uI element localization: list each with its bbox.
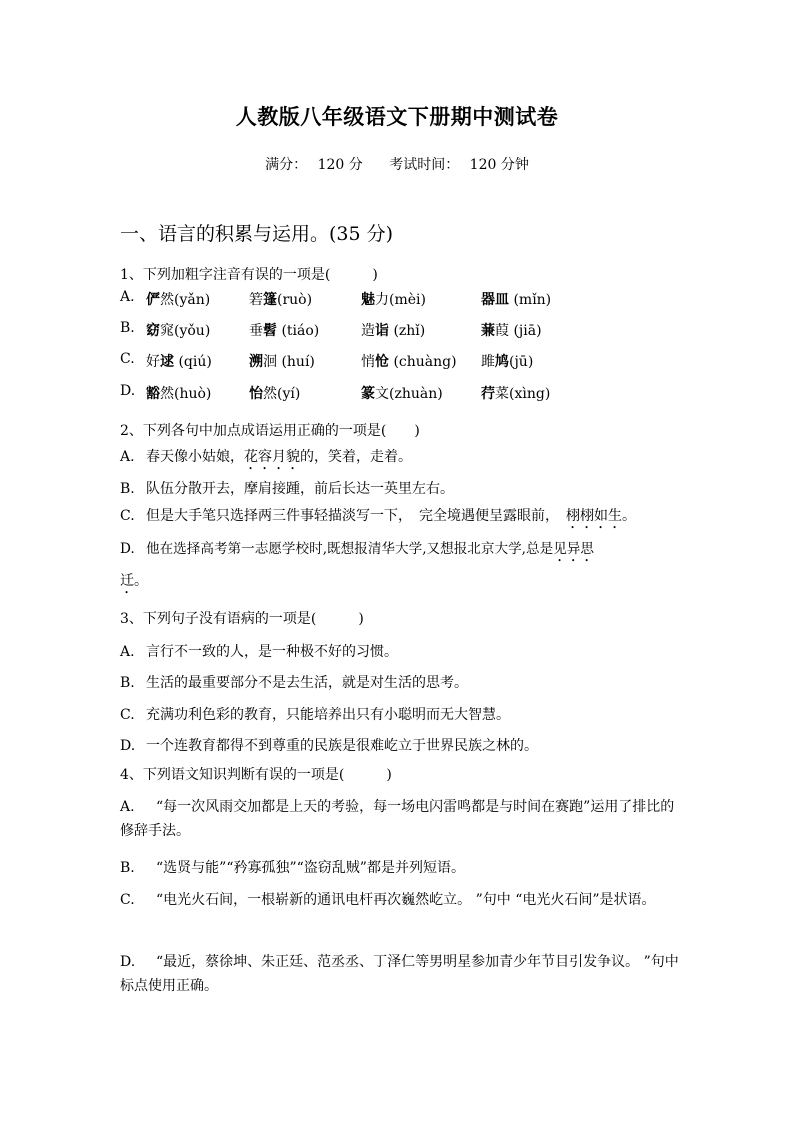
q2-option-d-cont: 迁。 <box>120 573 148 589</box>
q2-option-d: D. 他在选择高考第一志愿学校时,既想报清华大学,又想报北京大学,总是见异思 <box>120 541 594 557</box>
pinyin-item: 蒹葭 (jiā) <box>481 323 542 339</box>
score-label: 满分： <box>265 157 308 173</box>
pinyin-item: 器皿 (mǐn) <box>481 292 552 308</box>
pinyin-item: 垂髫 (tiáo) <box>249 323 320 339</box>
pinyin-item: 怡然(yí) <box>249 386 301 402</box>
q2-option-c: C. 但是大手笔只选择两三件事轻描淡写一下， 完全境遇便呈露眼前， 栩栩如生。 <box>120 508 636 524</box>
q3-option-a: A. 言行不一致的人，是一种极不好的习惯。 <box>120 644 398 660</box>
option-label: A. <box>120 289 135 305</box>
pinyin-item: 窈窕(yǒu) <box>146 323 211 339</box>
q4-option-a: A. “每一次风雨交加都是上天的考验，每一场电闪雷鸣都是与时间在赛跑”运用了排比的修辞手法。 <box>120 799 675 839</box>
time-label: 考试时间： <box>389 157 460 173</box>
pinyin-item: 荇菜(xìng) <box>481 386 551 402</box>
q4-option-b: B. “选贤与能”“矜寡孤独”“盗窃乱贼”都是并列短语。 <box>120 860 465 876</box>
pinyin-item: 造诣 (zhǐ) <box>361 323 426 339</box>
q3-option-d: D. 一个连教育都得不到尊重的民族是很难屹立于世界民族之林的。 <box>120 738 538 754</box>
dotted-idiom: 花容月貌 <box>244 449 300 465</box>
time-value: 120 分钟 <box>469 157 529 173</box>
q4-stem: 4、下列语文知识判断有误的一项是( ) <box>120 767 392 783</box>
pinyin-item: 箬篷(ruò) <box>249 292 313 308</box>
q1-stem: 1、下列加粗字注音有误的一项是( ) <box>120 267 378 283</box>
pinyin-item: 俨然(yǎn) <box>146 292 211 308</box>
pinyin-item: 篆文(zhuàn) <box>361 386 443 402</box>
option-label: C. <box>120 351 135 367</box>
time-info <box>389 157 529 173</box>
q2-option-a: A. 春天像小姑娘，花容月貌的，笑着，走着。 <box>120 449 412 465</box>
exam-meta <box>0 154 794 174</box>
q3-option-c: C. 充满功利色彩的教育，只能培养出只有小聪明而无大智慧。 <box>120 707 510 723</box>
pinyin-item: 好逑 (qiú) <box>146 354 212 370</box>
pinyin-item: 溯洄 (huí) <box>249 354 315 370</box>
option-label: D. <box>120 383 136 399</box>
q3-stem: 3、下列句子没有语病的一项是( ) <box>120 611 364 627</box>
dotted-idiom: 栩栩如生 <box>566 508 622 524</box>
score-info <box>265 157 363 173</box>
q4-option-d: D. “最近，蔡徐坤、朱正廷、范丞丞、丁泽仁等男明星参加青少年节目引发争议。 ”句中标点使用正确。 <box>120 954 679 994</box>
pinyin-item: 魅力(mèi) <box>361 292 426 308</box>
pinyin-item: 悄怆 (chuàng) <box>361 354 457 370</box>
exam-title: 人教版八年级语文下册期中测试卷 <box>235 105 559 129</box>
dotted-idiom-cont: 迁 <box>120 573 134 589</box>
q2-stem: 2、下列各句中加点成语运用正确的一项是( ) <box>120 423 420 439</box>
dotted-idiom: 见异思 <box>553 541 594 557</box>
pinyin-item: 豁然(huò) <box>146 386 212 402</box>
q3-option-b: B. 生活的最重要部分不是去生活，就是对生活的思考。 <box>120 675 468 691</box>
q4-option-c: C. “电光火石间，一根崭新的通讯电杆再次巍然屹立。 ”句中 “电光火石间”是状语。 <box>120 892 656 908</box>
pinyin-item: 雎鸠(jū) <box>481 354 534 370</box>
q2-option-b: B. 队伍分散开去，摩肩接踵，前后长达一英里左右。 <box>120 481 454 497</box>
section-heading: 一、语言的积累与运用。(35 分) <box>120 223 394 245</box>
score-value: 120 分 <box>317 157 363 173</box>
option-label: B. <box>120 320 135 336</box>
